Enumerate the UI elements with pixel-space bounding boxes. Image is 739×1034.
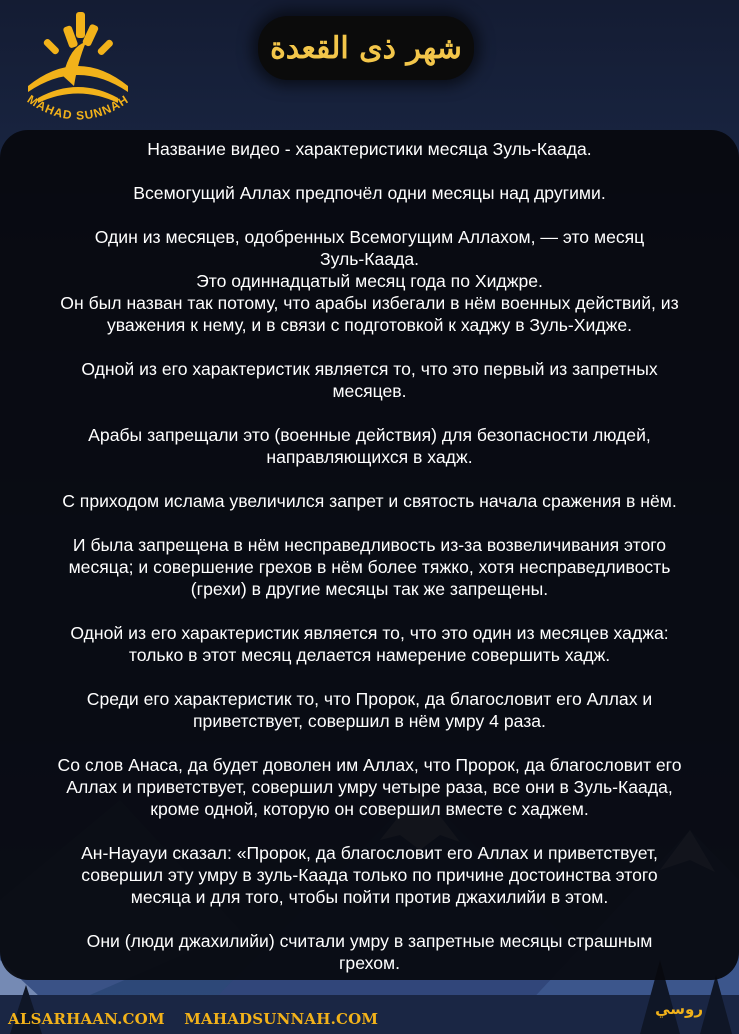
mahad-sunnah-logo	[8, 6, 148, 131]
article-line: (грехи) в другие месяцы так же запрещены.	[190, 579, 549, 599]
article-line: месяцев.	[332, 381, 407, 401]
article-line: приветствует, совершил в нём умру 4 раза.	[193, 711, 546, 731]
article-line: И была запрещена в нём несправедливость из-за возвеличивания этого	[72, 535, 667, 555]
paragraph-gap	[0, 732, 739, 754]
article-line: кроме одной, которую он совершил вместе с хаджем.	[150, 799, 589, 819]
article-line: Арабы запрещали это (военные действия) для безопасности людей,	[88, 425, 651, 445]
article-line: С приходом ислама увеличился запрет и святость начала сражения в нём.	[62, 491, 677, 511]
article-line: Они (люди джахилийи) считали умру в запретные месяцы страшным	[86, 931, 653, 951]
article-line: Это одиннадцатый месяц года по Хиджре.	[196, 271, 543, 291]
article-line: Ан-Науауи сказал: «Пророк, да благословит его Аллах и приветствует,	[81, 843, 658, 863]
article-line: Всемогущий Аллах предпочёл одни месяцы над другими.	[133, 183, 606, 203]
paragraph-gap	[0, 820, 739, 842]
article-line: грехом.	[339, 953, 400, 973]
paragraph-gap	[0, 468, 739, 490]
article-line: только в этот месяц делается намерение совершить хадж.	[128, 645, 611, 665]
article-line: совершил эту умру в зуль-Каада только по причине достоинства этого	[81, 865, 658, 885]
site-link-mahadsunnah[interactable]: MAHADSUNNAH.COM	[184, 1010, 379, 1028]
site-link-alsarhaan[interactable]: ALSARHAAN.COM	[8, 1010, 165, 1028]
paragraph-gap	[0, 600, 739, 622]
article-line: Название видео - характеристики месяца Зуль-Каада.	[147, 139, 592, 159]
article-text	[0, 138, 739, 974]
paragraph-gap	[0, 512, 739, 534]
paragraph-gap	[0, 204, 739, 226]
article-line: месяца и для того, чтобы пойти против джахилийи в этом.	[130, 887, 609, 907]
paragraph-gap	[0, 908, 739, 930]
article-line: Один из месяцев, одобренных Всемогущим Аллахом, — это месяц	[94, 227, 645, 247]
article-line: уважения к нему, и в связи с подготовкой к хаджу в Зуль-Хидже.	[106, 315, 633, 335]
article-line: месяца; и совершение грехов в нём более тяжко, хотя несправедливость	[68, 557, 671, 577]
logo-text: MAHAD SUNNAH	[24, 92, 132, 123]
article-line: Одной из его характеристик является то, что это первый из запретных	[81, 359, 658, 379]
article-line: Со слов Анаса, да будет доволен им Аллах, что Пророк, да благословит его	[57, 755, 682, 775]
article-line: Зуль-Каада.	[319, 249, 420, 269]
month-title-badge	[258, 16, 474, 80]
month-title: شهر ذى القعدة	[270, 30, 462, 66]
article-line: Среди его характеристик то, что Пророк, да благословит его Аллах и	[86, 689, 653, 709]
article-line: Аллах и приветствует, совершил умру четыре раза, все они в Зуль-Каада,	[66, 777, 673, 797]
article-line: направляющихся в хадж.	[266, 447, 473, 467]
article-line: Он был назван так потому, что арабы избегали в нём военных действий, из	[60, 293, 679, 313]
language-tag: روسي	[655, 1000, 703, 1018]
paragraph-gap	[0, 666, 739, 688]
footer-links	[8, 1010, 392, 1028]
article-line: Одной из его характеристик является то, что это один из месяцев хаджа:	[70, 623, 669, 643]
paragraph-gap	[0, 160, 739, 182]
paragraph-gap	[0, 336, 739, 358]
paragraph-gap	[0, 402, 739, 424]
